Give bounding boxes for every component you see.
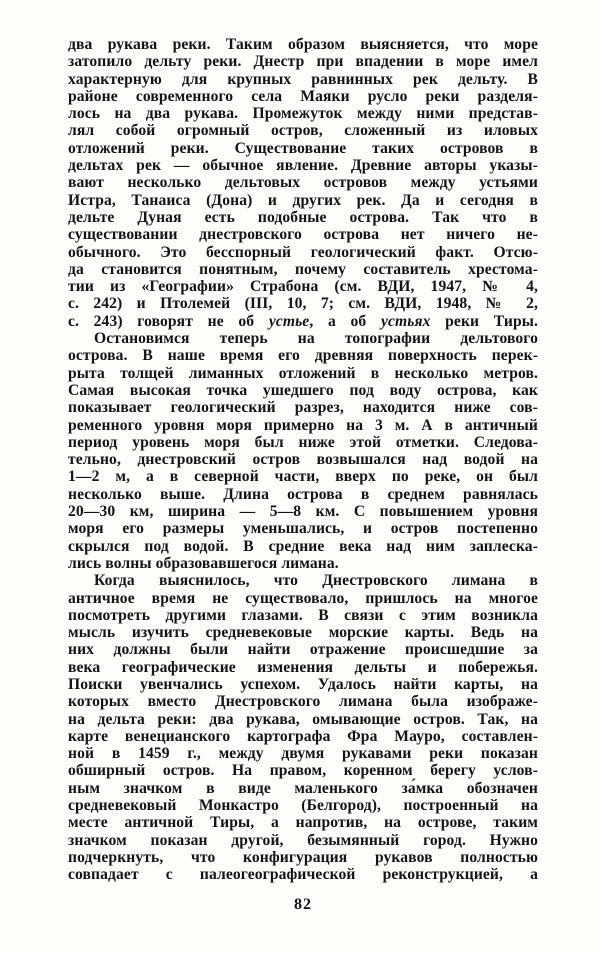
text-line: карте венецианского картографа Фра Мауро, составлен- xyxy=(68,727,538,745)
text-line: дельте Дуная есть подобные острова. Так что в xyxy=(68,208,538,226)
text-line: лял собой огромный остров, сложенный из иловых xyxy=(68,122,538,140)
text-line: острова. В наше время его древняя поверхность перек- xyxy=(68,347,538,365)
text-line: существовании днестровского острова нет ничего не- xyxy=(68,226,538,244)
text-line: лись волны образовавшегося лимана. xyxy=(68,554,339,572)
text-line: моря его размеры уменьшались, и остров постепенно xyxy=(68,520,538,538)
text-line: которых вместо Днестровского лимана была изображе- xyxy=(68,693,538,711)
text-line: затопило дельту реки. Днестр при впадении в море имел xyxy=(68,53,538,71)
text-line: 1—2 м, а в северной части, вверх по реке, он был xyxy=(68,468,538,486)
text-line: районе современного села Маяки русло реки разделя- xyxy=(68,87,538,105)
text-line: посмотреть другими глазами. В связи с этим возникла xyxy=(68,606,538,624)
text-line: века географические изменения дельты и побережья. xyxy=(68,658,538,676)
text-line: мысль изучить средневековые морские карты. Ведь на xyxy=(68,624,538,642)
text-line: скрылся под водой. В средние века над ним заплеска- xyxy=(68,537,538,555)
text-line: обширный остров. На правом, коренном берегу услов- xyxy=(68,762,538,780)
text-line: показывает геологический разрез, находится ниже сов- xyxy=(68,399,538,417)
text-line: подчеркнуть, что конфигурация рукавов полностью xyxy=(68,848,538,866)
text-line: характерную для крупных равнинных рек дельту. В xyxy=(68,70,538,88)
text-line: с. 243) говорят не об устье, а об устьях реки Тиры. xyxy=(68,312,538,330)
text-line: античное время не существовало, пришлось на многое xyxy=(68,589,538,607)
text-line: вают несколько дельтовых островов между устьями xyxy=(68,174,538,192)
text-line: два рукава реки. Таким образом выясняется, что море xyxy=(68,36,538,53)
page-number: 82 xyxy=(294,896,312,913)
page-text xyxy=(68,36,538,884)
text-line: ременного уровня моря примерно на 3 м. А в античный xyxy=(68,416,538,434)
text-line: средневековый Монкастро (Белгород), построенный на xyxy=(68,797,538,815)
text-line: тельно, днестровский остров возвышался над водой на xyxy=(68,451,538,469)
text-line: Истра, Танаиса (Дона) и других рек. Да и сегодня в xyxy=(68,191,538,209)
text-line: ной в 1459 г., между двумя рукавами реки показан xyxy=(68,745,538,763)
text-line: 20—30 км, ширина — 5—8 км. С повышением уровня xyxy=(68,503,538,521)
text-line: тии из «Географии» Страбона (см. ВДИ, 1947, № 4, xyxy=(68,278,538,296)
text-line: обычного. Это бесспорный геологический факт. Отсю- xyxy=(68,243,538,261)
text-line: месте античной Тиры, а напротив, на острове, таким xyxy=(68,814,538,832)
text-line: да становится понятным, почему составитель хрестома- xyxy=(68,260,538,278)
text-line: дельтах рек — обычное явление. Древние авторы указы- xyxy=(68,157,538,175)
text-line: несколько выше. Длина острова в среднем равнялась xyxy=(68,485,538,503)
text-line: ным значком в виде маленького за́мка обозначен xyxy=(68,779,538,797)
text-line: период уровень моря был ниже этой отметки. Следова- xyxy=(68,433,538,451)
text-line: рыта толщей лиманных отложений в несколько метров. xyxy=(68,364,538,382)
text-line: отложений реки. Существование таких островов в xyxy=(68,139,538,157)
text-line: Когда выяснилось, что Днестровского лимана в xyxy=(94,572,538,590)
text-line: них должны были найти отражение происшедшие за xyxy=(68,641,538,659)
text-line: Остановимся теперь на топографии дельтового xyxy=(94,330,538,348)
text-line: Самая высокая точка ушедшего под воду острова, как xyxy=(68,381,538,399)
text-line: лось на два рукава. Промежуток между ними представ- xyxy=(68,105,538,123)
text-line: совпадает с палеогеографической реконструкцией, а xyxy=(68,866,538,884)
text-line: значком показан другой, безымянный город. Нужно xyxy=(68,831,538,849)
text-line: Поиски увенчались успехом. Удалось найти карты, на xyxy=(68,675,538,693)
text-line: на дельта реки: два рукава, омывающие остров. Так, на xyxy=(68,710,538,728)
text-line: с. 242) и Птолемей (III, 10, 7; см. ВДИ, 1948, № 2, xyxy=(68,295,538,313)
